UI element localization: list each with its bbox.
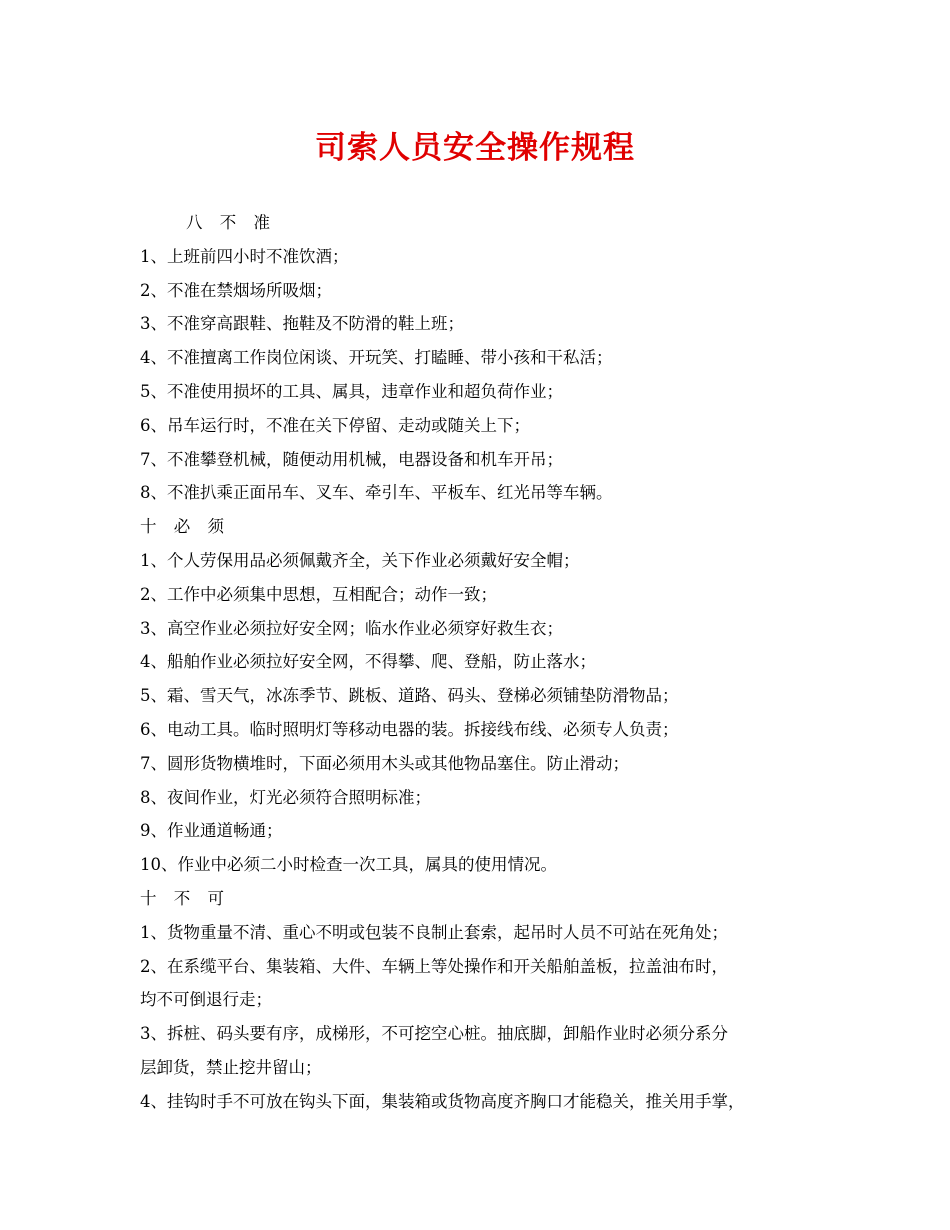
text-line: 5、不准使用损坏的工具、属具，违章作业和超负荷作业； xyxy=(140,381,563,401)
text-line: 4、不准擅离工作岗位闲谈、开玩笑、打瞌睡、带小孩和干私活； xyxy=(140,348,613,368)
text-line: 7、圆形货物横堆时，下面必须用木头或其他物品塞住。防止滑动； xyxy=(140,753,629,773)
text-line: 10、作业中必须二小时检查一次工具，属具的使用情况。 xyxy=(140,855,557,875)
text-line: 1、货物重量不清、重心不明或包装不良制止套索，起吊时人员不可站在死角处； xyxy=(140,922,728,942)
text-line: 1、上班前四小时不准饮酒； xyxy=(140,246,349,266)
text-line: 3、不准穿高跟鞋、拖鞋及不防滑的鞋上班； xyxy=(140,314,464,334)
text-line: 2、工作中必须集中思想，互相配合；动作一致； xyxy=(140,584,497,604)
text-line: 8、夜间作业，灯光必须符合照明标准； xyxy=(140,787,431,807)
text-line: 9、作业通道畅通； xyxy=(140,821,283,841)
text-line: 2、不准在禁烟场所吸烟； xyxy=(140,280,332,300)
text-line: 2、在系缆平台、集装箱、大件、车辆上等处操作和开关船舶盖板，拉盖油布时， xyxy=(140,956,728,976)
section-heading-ba-bu-zhun: 八 不 准 xyxy=(186,213,276,232)
text-line: 5、霜、雪天气，冰冻季节、跳板、道路、码头、登梯必须铺垫防滑物品； xyxy=(140,686,679,706)
text-line: 8、不准扒乘正面吊车、叉车、牵引车、平板车、红光吊等车辆。 xyxy=(140,483,613,503)
document-body xyxy=(140,206,830,1119)
text-line: 6、电动工具。临时照明灯等移动电器的装。拆接线布线、必须专人负责； xyxy=(140,719,679,739)
text-line: 4、船舶作业必须拉好安全网，不得攀、爬、登船，防止落水； xyxy=(140,652,596,672)
text-line: 7、不准攀登机械，随便动用机械，电器设备和机车开吊； xyxy=(140,449,563,469)
text-line: 3、高空作业必须拉好安全网；临水作业必须穿好救生衣； xyxy=(140,618,563,638)
text-line: 层卸货，禁止挖井留山； xyxy=(140,1057,322,1077)
text-line: 1、个人劳保用品必须佩戴齐全，关下作业必须戴好安全帽； xyxy=(140,550,580,570)
section-heading-shi-bu-ke: 十 不 可 xyxy=(140,888,230,908)
text-line: 6、吊车运行时，不准在关下停留、走动或随关上下； xyxy=(140,415,530,435)
document-title: 司索人员安全操作规程 xyxy=(315,130,635,166)
section-heading-shi-bi-xu: 十 必 须 xyxy=(140,517,230,537)
text-line: 均不可倒退行走； xyxy=(140,990,272,1010)
text-line: 3、拆桩、码头要有序，成梯形，不可挖空心桩。抽底脚，卸船作业时必须分系分 xyxy=(140,1024,728,1044)
text-line: 4、挂钩时手不可放在钩头下面，集装箱或货物高度齐胸口才能稳关，推关用手掌， xyxy=(140,1091,745,1111)
